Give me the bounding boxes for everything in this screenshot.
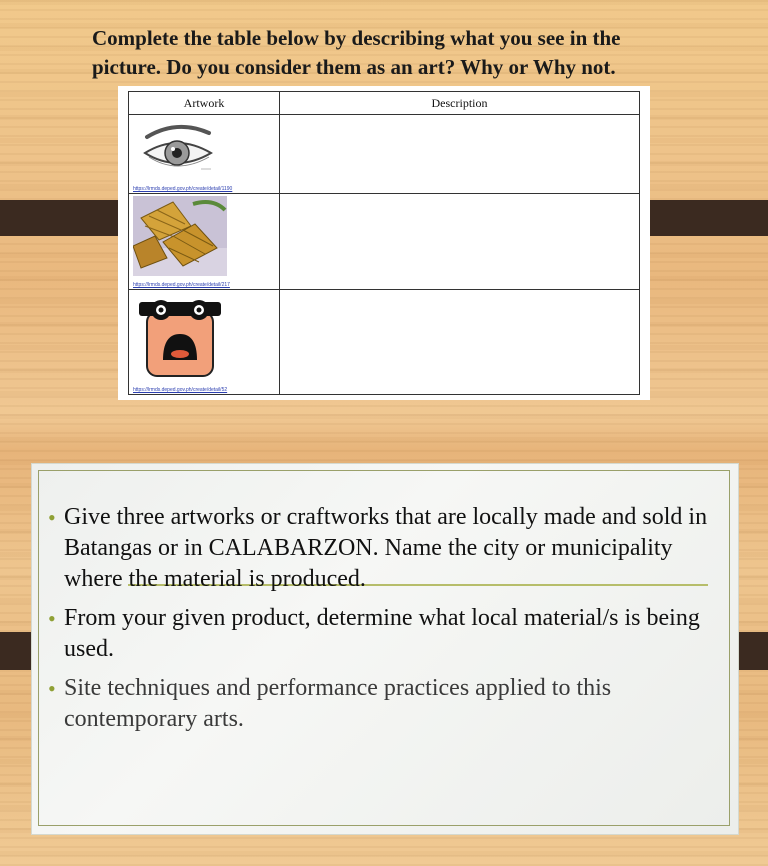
bullet-icon: • (48, 606, 56, 631)
task-item (48, 502, 708, 595)
decorative-band-right (650, 200, 768, 236)
header-description: Description (280, 92, 640, 115)
woven-leaf-craft-icon (133, 196, 227, 276)
description-cell[interactable] (280, 194, 640, 290)
artwork-cell (129, 194, 280, 290)
task-text: Site techniques and performance practices applied to this contemporary arts. (64, 675, 612, 732)
instruction-title: Complete the table below by describing what you see in the picture. Do you consider them as an art? Why or Why not. (92, 26, 621, 79)
source-link[interactable]: https://lrmds.deped.gov.ph/create/detail/1190 (133, 186, 233, 192)
artwork-cell (129, 290, 280, 395)
source-link[interactable]: https://lrmds.deped.gov.ph/create/detail/217 (133, 282, 230, 288)
decorative-band-left (0, 200, 118, 236)
task-item (48, 673, 708, 735)
task-item (48, 603, 708, 665)
task-text: Give three artworks or craftworks that are locally made and sold in Batangas or in CALABARZON. Name the city or municipality where the material is produced. (64, 504, 708, 592)
artwork-table (128, 91, 640, 395)
task-list (48, 502, 708, 743)
source-link[interactable]: https://lrmds.deped.gov.ph/create/detail/52 (133, 387, 228, 393)
table-row (129, 115, 640, 194)
table-row (129, 290, 640, 395)
description-cell[interactable] (280, 290, 640, 395)
artwork-cell (129, 115, 280, 194)
cartoon-face-icon (135, 294, 225, 380)
artwork-table-image (118, 86, 650, 400)
table-row (129, 194, 640, 290)
description-cell[interactable] (280, 115, 640, 194)
header-artwork: Artwork (129, 92, 280, 115)
task-text: From your given product, determine what local material/s is being used. (64, 605, 700, 662)
bullet-icon: • (48, 676, 56, 701)
task-panel (32, 464, 738, 834)
bullet-icon: • (48, 505, 56, 530)
eye-sketch-icon (139, 119, 221, 181)
